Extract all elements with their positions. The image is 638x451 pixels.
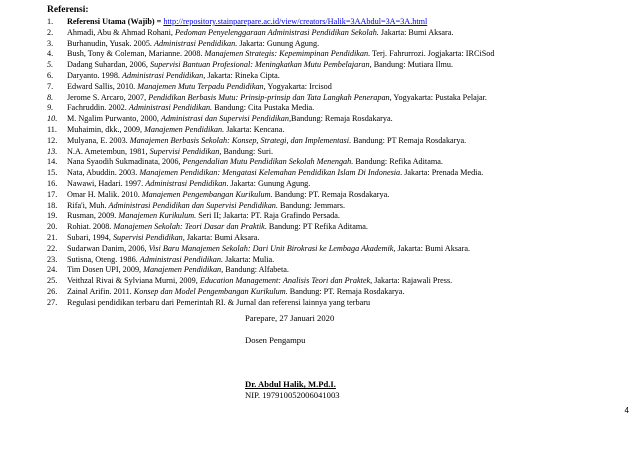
reference-segment: Sutisna, Oteng. 1986.	[67, 254, 140, 264]
reference-title: Administrasi Pendidikan,	[122, 70, 206, 80]
reference-segment: Jakarta: Bumi Aksara.	[184, 232, 260, 242]
reference-text	[67, 222, 632, 233]
reference-segment: Bandung: Refika Aditama.	[353, 157, 443, 167]
reference-text	[67, 265, 632, 276]
reference-segment: Daryanto. 1998.	[67, 70, 123, 80]
reference-segment: Veithzal Rivai & Sylviana Murni, 2009,	[67, 276, 200, 286]
reference-number: 1.	[47, 17, 54, 26]
reference-item	[47, 276, 632, 287]
reference-item	[47, 190, 632, 201]
signer-nip: NIP. 197910052006041003	[245, 390, 340, 400]
reference-item	[47, 60, 632, 71]
reference-segment: Ahmadi, Abu & Ahmad Rohani,	[67, 27, 176, 37]
reference-title: Manajemen Pengembangan Kurikulum.	[141, 189, 273, 199]
reference-segment: Yogyakarta: Ircisod	[265, 81, 332, 91]
reference-number: 19.	[47, 211, 58, 221]
reference-title: Supervisi Bantuan Profesional: Meningkatkan Mutu Pembelajaran,	[150, 60, 372, 70]
reference-item	[47, 114, 632, 125]
reference-segment: Fachruddin. 2002.	[67, 103, 129, 113]
reference-number: 17.	[47, 189, 58, 199]
reference-item	[47, 201, 632, 212]
reference-segment: Jakarta: Rineka Cipta.	[205, 70, 280, 80]
reference-item	[47, 211, 632, 222]
reference-segment: Bandung: Mutiara Ilmu.	[371, 60, 454, 70]
reference-number: 13.	[47, 146, 58, 156]
reference-text	[67, 233, 632, 244]
reference-text	[67, 276, 632, 287]
reference-text	[67, 201, 632, 212]
reference-item	[47, 179, 632, 190]
reference-number: 11.	[47, 124, 57, 134]
reference-title: Supervisi Pendidikan,	[112, 232, 185, 242]
reference-number: 22.	[47, 243, 58, 253]
reference-text	[67, 93, 632, 104]
reference-item	[47, 298, 632, 309]
reference-item	[47, 103, 632, 114]
reference-number: 26.	[47, 286, 58, 296]
reference-number: 24.	[47, 265, 58, 275]
reference-title: Manajemen Berbasis Sekolah: Konsep, Strategi, dan Implementasi	[129, 135, 349, 145]
reference-segment: Subari, 1994,	[67, 232, 113, 242]
reference-text	[67, 28, 632, 39]
reference-number: 14.	[47, 157, 58, 167]
reference-segment: Bandung: Alfabeta.	[223, 265, 289, 275]
reference-segment: Jakarta: Bumi Aksara.	[395, 243, 471, 253]
signer-role: Dosen Pengampu	[245, 335, 306, 345]
reference-segment: Rusman, 2009.	[67, 211, 119, 221]
reference-text	[67, 136, 632, 147]
reference-number: 25.	[47, 276, 58, 286]
reference-segment: Bandung: Cita Pustaka Media.	[212, 103, 315, 113]
reference-text	[67, 114, 632, 125]
reference-item	[47, 147, 632, 158]
place-date: Parepare, 27 Januari 2020	[245, 313, 335, 323]
reference-segment: . Terj. Fahrurrozi. Jogjakarta: IRCiSod	[368, 49, 495, 59]
reference-item	[47, 49, 632, 60]
reference-list	[47, 17, 632, 309]
reference-segment: Dadang Suhardan, 2006,	[67, 60, 150, 70]
reference-segment: Burhanudin, Yusak. 2005.	[67, 38, 155, 48]
reference-segment: Yogyakarta: Pustaka Pelajar.	[391, 92, 487, 102]
reference-item	[47, 255, 632, 266]
reference-item	[47, 287, 632, 298]
reference-text	[67, 287, 632, 298]
reference-title: Manajemen Pendidikan: Mengatasi Kelemahan Pendidikan Islam Di Indonesia	[139, 168, 401, 178]
reference-text	[67, 60, 632, 71]
reference-text	[67, 244, 632, 255]
reference-number: 16.	[47, 178, 58, 188]
reference-segment: Edward Sallis, 2010.	[67, 81, 138, 91]
reference-text	[67, 211, 632, 222]
page-number: 4	[624, 406, 629, 415]
reference-title: Manajemen Mutu Terpadu Pendidikan,	[137, 81, 266, 91]
reference-item	[47, 233, 632, 244]
reference-title: Manajemen Sekolah: Teori Dasar dan Praktik	[113, 222, 265, 232]
reference-number: 10.	[47, 114, 58, 124]
reference-segment: Nana Syaodih Sukmadinata, 2006,	[67, 157, 183, 167]
reference-title: Pengendalian Mutu Pendidikan Sekolah Menengah.	[182, 157, 354, 167]
reference-item	[47, 82, 632, 93]
reference-text	[67, 147, 632, 158]
reference-segment: . Jakarta: Gunung Agung.	[226, 178, 311, 188]
reference-number: 12.	[47, 135, 58, 145]
reference-number: 15.	[47, 168, 58, 178]
reference-number: 2.	[47, 27, 54, 37]
reference-segment: Seri II; Jakarta: PT. Raja Grafindo Persada.	[196, 211, 340, 221]
reference-title: Administrasi dan Supervisi Pendidikan,	[160, 114, 292, 124]
reference-title: Manajemen Pendidikan,	[143, 265, 224, 275]
reference-number: 6.	[47, 70, 54, 80]
repository-link[interactable]: http://repository.stainparepare.ac.id/view/creators/Halik=3AAbdul=3A=3A.html	[163, 17, 428, 26]
reference-text	[67, 179, 632, 190]
reference-number: 23.	[47, 254, 58, 264]
reference-item	[47, 71, 632, 82]
reference-segment: Jakarta: Mulia.	[223, 254, 275, 264]
reference-title: Administrasi Pendidikan	[145, 178, 227, 188]
reference-item	[47, 39, 632, 50]
reference-text	[67, 190, 632, 201]
reference-segment: N.A. Ametembun, 1981,	[67, 146, 150, 156]
reference-segment: Zainal Arifin. 2011.	[67, 286, 134, 296]
reference-segment: Jakarta: Bumi Aksara.	[378, 27, 454, 37]
reference-number: 21.	[47, 232, 58, 242]
reference-number: 5.	[47, 60, 54, 70]
reference-title: Administrasi Pendidikan.	[139, 254, 224, 264]
reference-segment: Jakarta: Kencana.	[224, 124, 285, 134]
reference-number: 7.	[47, 81, 54, 91]
reference-segment: Bandung: PT. Remaja Rosdakarya.	[272, 189, 390, 199]
reference-number: 20.	[47, 222, 58, 232]
reference-segment: Jerome S. Arcaro, 2007,	[67, 92, 149, 102]
reference-text	[67, 255, 632, 266]
reference-segment: . Jakarta: Prenada Media.	[400, 168, 484, 178]
reference-number: 9.	[47, 103, 54, 113]
reference-title: Administrasi Pendidikan.	[154, 38, 238, 48]
reference-title: Administrasi Pendidikan dan Supervisi Pendidikan.	[108, 200, 278, 210]
reference-text	[67, 157, 632, 168]
reference-title: Supervisi Pendidikan,	[149, 146, 222, 156]
reference-segment: Tim Dosen UPI, 2009,	[67, 265, 144, 275]
reference-text	[67, 125, 632, 136]
reference-segment: Bandung: Remaja Rosdakarya.	[291, 114, 393, 124]
signer-name: Dr. Abdul Halik, M.Pd.I.	[245, 379, 336, 389]
reference-text	[67, 103, 632, 114]
reference-title: Administrasi Pendidikan.	[128, 103, 213, 113]
reference-segment: Nawawi, Hadari. 1997.	[67, 178, 146, 188]
reference-number: 8.	[47, 92, 54, 102]
reference-segment: . Bandung: PT Refika Aditama.	[264, 222, 368, 232]
reference-title: Pendidikan Berbasis Mutu: Prinsip-prinsip dan Tata Langkah Penerapan,	[148, 92, 392, 102]
references-heading: Referensi:	[47, 5, 89, 15]
reference-segment: Bandung: PT. Remaja Rosdakarya.	[287, 286, 405, 296]
reference-segment: Sudarwan Danim, 2006,	[67, 243, 149, 253]
reference-item	[47, 125, 632, 136]
reference-segment: . Bandung: PT Remaja Rosdakarya.	[348, 135, 467, 145]
reference-title: Visi Baru Manajemen Sekolah: Dari Unit Birokrasi ke Lembaga Akademik,	[148, 243, 396, 253]
reference-title: Manajemen Pendidikan.	[144, 124, 225, 134]
reference-text	[67, 168, 632, 179]
reference-text	[67, 298, 632, 309]
reference-segment: Referensi Utama (Wajib) =	[67, 17, 164, 26]
reference-text	[67, 39, 632, 50]
reference-segment: Jakarta: Gunung Agung.	[237, 38, 320, 48]
reference-segment: Jakarta: Rajawali Press.	[372, 276, 453, 286]
reference-item	[47, 17, 632, 28]
reference-segment: Nata, Abuddin. 2003.	[67, 168, 140, 178]
reference-title: Manajemen Strategis: Kepemimpinan Pendidikan	[204, 49, 369, 59]
reference-segment: Bandung: Suri.	[221, 146, 274, 156]
reference-text	[67, 82, 632, 93]
reference-title: Konsep dan Model Pengembangan Kurikulum.	[133, 286, 288, 296]
reference-number: 3.	[47, 38, 54, 48]
reference-number: 27.	[47, 297, 58, 307]
reference-item	[47, 93, 632, 104]
reference-item	[47, 168, 632, 179]
reference-number: 18.	[47, 200, 58, 210]
reference-segment: Regulasi pendidikan terbaru dari Pemerintah RI. & Jurnal dan referensi lainnya yang terbaru	[67, 297, 371, 307]
reference-number: 4.	[47, 49, 54, 59]
reference-segment: Muhaimin, dkk., 2009,	[67, 124, 145, 134]
reference-item	[47, 244, 632, 255]
reference-segment: Omar H. Malik. 2010.	[67, 189, 142, 199]
reference-segment: Bush, Tony & Coleman, Marianne. 2008.	[67, 49, 205, 59]
reference-item	[47, 136, 632, 147]
reference-text	[67, 49, 632, 60]
reference-title: Manajemen Kurikulum.	[118, 211, 197, 221]
reference-segment: Rohiat. 2008.	[67, 222, 114, 232]
reference-text	[67, 17, 632, 28]
reference-title: Pedoman Penyelenggaraan Administrasi Pendidikan Sekolah.	[175, 27, 379, 37]
reference-segment: Bandung: Jemmars.	[277, 200, 346, 210]
signature-block	[245, 313, 340, 401]
reference-title: Education Management: Analisis Teori dan Praktek,	[199, 276, 373, 286]
reference-segment: Mulyana, E. 2003.	[67, 135, 130, 145]
reference-item	[47, 157, 632, 168]
reference-segment: M. Ngalim Purwanto, 2000,	[67, 114, 161, 124]
reference-segment: Rifa'i, Muh.	[67, 200, 109, 210]
reference-item	[47, 222, 632, 233]
reference-text	[67, 71, 632, 82]
reference-item	[47, 28, 632, 39]
reference-item	[47, 265, 632, 276]
